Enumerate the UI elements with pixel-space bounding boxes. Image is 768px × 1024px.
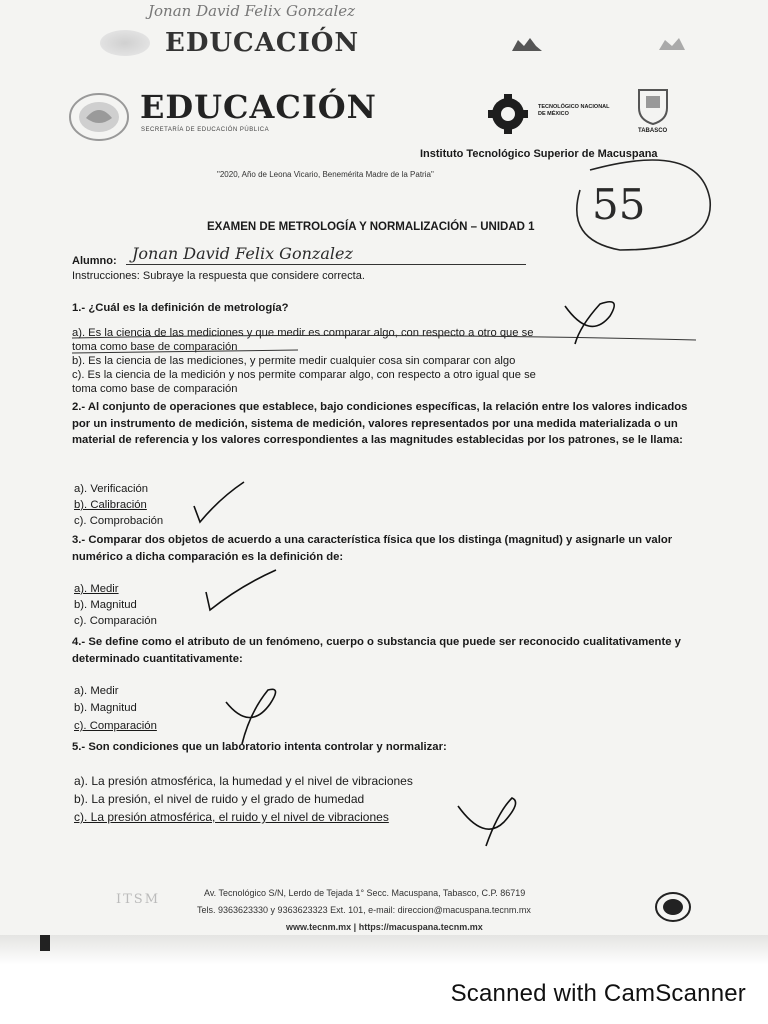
q5-x-mark: [450, 792, 530, 850]
q2-option-a: a). Verificación: [74, 483, 149, 495]
q2-option-c: c). Comprobación: [74, 515, 164, 527]
instructions: Instrucciones: Subraye la respuesta que considere correcta.: [72, 270, 365, 282]
q5-option-c: c). La presión atmosférica, el ruido y el nivel de vibraciones: [74, 810, 389, 824]
footer-contact: Tels. 9363623330 y 9363623323 Ext. 101, e-mail: direccion@macuspana.tecnm.mx: [197, 905, 531, 915]
q1-option-a-line1: a). Es la ciencia de las mediciones y que medir es comparar algo, con respecto a otro que se: [72, 327, 534, 339]
footer-address: Av. Tecnológico S/N, Lerdo de Tejada 1° Secc. Macuspana, Tabasco, C.P. 86719: [204, 888, 526, 898]
q1-option-a-line2: toma como base de comparación: [72, 341, 238, 353]
question-4: 4.- Se define como el atributo de un fenómeno, cuerpo o substancia que puede ser reconocido cualitativamente y determinado cuantitativamente:: [72, 636, 681, 665]
question-3: 3.- Comparar dos objetos de acuerdo a una característica física que los distinga (magnitud) y asignarle un valor numérico a dicha comparación es la definición de:: [72, 534, 673, 563]
scan-edge-mark: [40, 935, 50, 951]
faded-seal-icon: [100, 30, 150, 56]
footer-seal-icon: [654, 891, 692, 923]
page-edge-shadow: [0, 935, 768, 965]
q3-option-c: c). Comparación: [74, 615, 157, 627]
q3-option-b: b). Magnitud: [74, 599, 137, 611]
grade-score: 55: [592, 180, 646, 229]
tecnm-label: TECNOLÓGICO NACIONAL DE MÉXICO: [538, 104, 610, 117]
q2-check-mark: [190, 478, 250, 526]
footer-website: www.tecnm.mx | https://macuspana.tecnm.mx: [286, 922, 483, 932]
tabasco-shield-icon: [636, 86, 670, 126]
camscanner-watermark: Scanned with CamScanner: [450, 980, 746, 1007]
student-handwritten-name: Jonan David Felix Gonzalez: [132, 244, 353, 263]
tabasco-label: TABASCO: [638, 128, 668, 134]
exam-title: EXAMEN DE METROLOGÍA Y NORMALIZACIÓN – UNIDAD 1: [207, 221, 535, 233]
question-2: 2.- Al conjunto de operaciones que establece, bajo condiciones específicas, la relación entre los valores indicados por un instrumento de medición, sistema de medición, valores representados por una medida materializada o un material de referencia y los valores correspondientes a las magnitudes establecidas por los patrones, se le llama:: [72, 401, 688, 446]
student-label: Alumno:: [72, 255, 117, 267]
q1-option-c-line2: toma como base de comparación: [72, 383, 238, 395]
q4-option-a: a). Medir: [74, 685, 119, 697]
faded-tabasco-icon: [655, 34, 689, 52]
motto-text: "2020, Año de Leona Vicario, Benemérita Madre de la Patria": [217, 170, 434, 179]
q5-option-a: a). La presión atmosférica, la humedad y el nivel de vibraciones: [74, 774, 413, 788]
q1-option-b: b). Es la ciencia de las mediciones, y permite medir cualquier cosa sin comparar con algo: [72, 355, 516, 367]
student-name-line: [126, 264, 526, 265]
q4-option-b: b). Magnitud: [74, 702, 137, 714]
faded-tecnm-icon: [510, 36, 544, 52]
itsm-faded-logo: ITSM: [116, 892, 161, 907]
q5-option-b: b). La presión, el nivel de ruido y el grado de humedad: [74, 792, 365, 806]
top-handwritten-name: Jonan David Felix Gonzalez: [148, 2, 356, 20]
educacion-logo-text: EDUCACIÓN: [140, 88, 377, 126]
question-1: 1.- ¿Cuál es la definición de metrología?: [72, 302, 289, 314]
sep-eagle-seal-icon: [68, 92, 130, 142]
faded-logo-text: EDUCACIÓN: [165, 28, 360, 58]
q2-option-b: b). Calibración: [74, 499, 147, 511]
question-5: 5.- Son condiciones que un laboratorio intenta controlar y normalizar:: [72, 741, 447, 753]
q4-option-c: c). Comparación: [74, 720, 157, 732]
tecnm-gear-logo-icon: [488, 92, 528, 136]
q1-check-mark: [560, 296, 630, 346]
q3-check-mark: [200, 566, 280, 616]
q1-option-c-line1: c). Es la ciencia de la medición y nos permite comparar algo, con respecto a otro igual que se: [72, 369, 536, 381]
q3-option-a: a). Medir: [74, 583, 119, 595]
sep-subtitle: SECRETARÍA DE EDUCACIÓN PÚBLICA: [141, 127, 270, 133]
institute-name: Instituto Tecnológico Superior de Macuspana: [420, 148, 658, 160]
